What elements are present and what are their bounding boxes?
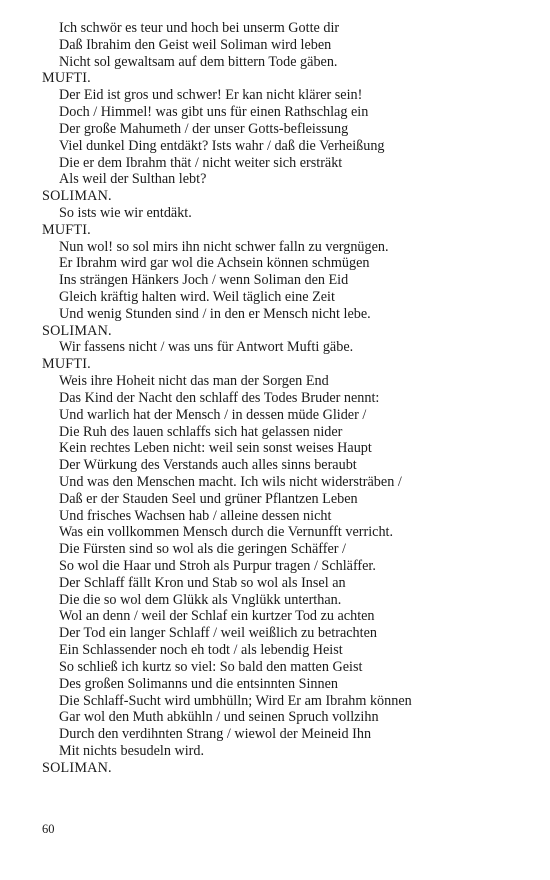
verse-line: Ein Schlassender noch eh todt / als lebendig Heist [59,642,343,659]
verse-line: Daß Ibrahim den Geist weil Soliman wird leben [59,36,332,53]
verse-line: Das Kind der Nacht den schlaff des Todes Bruder nennt: [59,389,380,406]
speaker-name: MUFTI. [42,221,91,238]
verse-line: So schließ ich kurtz so viel: So bald den matten Geist [59,658,363,675]
verse-line: Als weil der Sulthan lebt? [59,171,207,188]
verse-line: Doch / Himmel! was gibt uns für einen Rathschlag ein [59,104,369,121]
speaker-name: SOLIMAN. [42,759,112,776]
verse-line: Viel dunkel Ding entdäkt? Ists wahr / daß die Verheißung [59,137,385,154]
verse-line: Kein rechtes Leben nicht: weil sein sonst weises Haupt [59,440,372,457]
verse-line: Ich schwör es teur und hoch bei unserm Gotte dir [59,20,340,36]
verse-line: Die er dem Ibrahm thät / nicht weiter sich ersträkt [59,154,343,171]
speaker-name: MUFTI. [42,70,91,87]
verse-line: Nicht sol gewaltsam auf dem bittern Tode gäben. [59,53,338,70]
verse-line: Daß er der Stauden Seel und grüner Pflantzen Leben [59,490,358,507]
verse-line: Der Würkung des Verstands auch alles sinns beraubt [59,457,357,474]
verse-line: Die Fürsten sind so wol als die geringen Schäffer / [59,541,346,558]
verse-line: Was ein vollkommen Mensch durch die Vernunfft verricht. [59,524,394,541]
verse-line: Und was den Menschen macht. Ich wils nicht widersträben / [59,473,402,490]
verse-line: Der Schlaff fällt Kron und Stab so wol als Insel an [59,574,346,591]
verse-line: Wir fassens nicht / was uns für Antwort Mufti gäbe. [59,339,354,356]
speaker-name: MUFTI. [42,356,91,373]
verse-line: Wol an denn / weil der Schlaf ein kurtzer Tod zu achten [59,608,375,625]
verse-line: Und wenig Stunden sind / in den er Mensch nicht lebe. [59,305,371,322]
verse-line: Gar wol den Muth abkühln / und seinen Spruch vollzihn [59,709,379,726]
verse-line: So ists wie wir entdäkt. [59,204,192,221]
verse-line: Nun wol! so sol mirs ihn nicht schwer falln zu vergnügen. [59,238,389,255]
verse-line: Und frisches Wachsen hab / alleine dessen nicht [59,507,332,524]
verse-line: Ins strängen Hänkers Joch / wenn Soliman den Eid [59,272,349,289]
verse-line: Er Ibrahm wird gar wol die Achsein können schmügen [59,255,370,272]
page-text [42,20,512,777]
verse-line: Die Ruh des lauen schlaffs sich hat gelassen nider [59,423,343,440]
verse-line: Die Schlaff-Sucht wird umbhülln; Wird Er am Ibrahm können [59,692,412,709]
verse-line: Weis ihre Hoheit nicht das man der Sorgen End [59,373,329,390]
speaker-name: SOLIMAN. [42,322,112,339]
verse-line: Der Tod ein langer Schlaff / weil weißlich zu betrachten [59,625,377,642]
verse-line: Und warlich hat der Mensch / in dessen müde Glider / [59,406,367,423]
verse-line: So wol die Haar und Stroh als Purpur tragen / Schläffer. [59,558,376,574]
verse-line: Mit nichts besudeln wird. [59,742,205,759]
verse-line: Der große Mahumeth / der unser Gotts-befleissung [59,120,349,137]
verse-line: Durch den verdihnten Strang / wiewol der Meineid Ihn [59,726,372,743]
verse-line: Die die so wol dem Glükk als Vnglükk unterthan. [59,591,342,608]
verse-line: Der Eid ist gros und schwer! Er kan nicht klärer sein! [59,87,363,104]
verse-line: Des großen Solimanns und die entsinnten Sinnen [59,675,338,692]
page-number: 60 [42,822,55,836]
verse-line: Gleich kräftig halten wird. Weil täglich eine Zeit [59,289,335,305]
speaker-name: SOLIMAN. [42,188,112,205]
